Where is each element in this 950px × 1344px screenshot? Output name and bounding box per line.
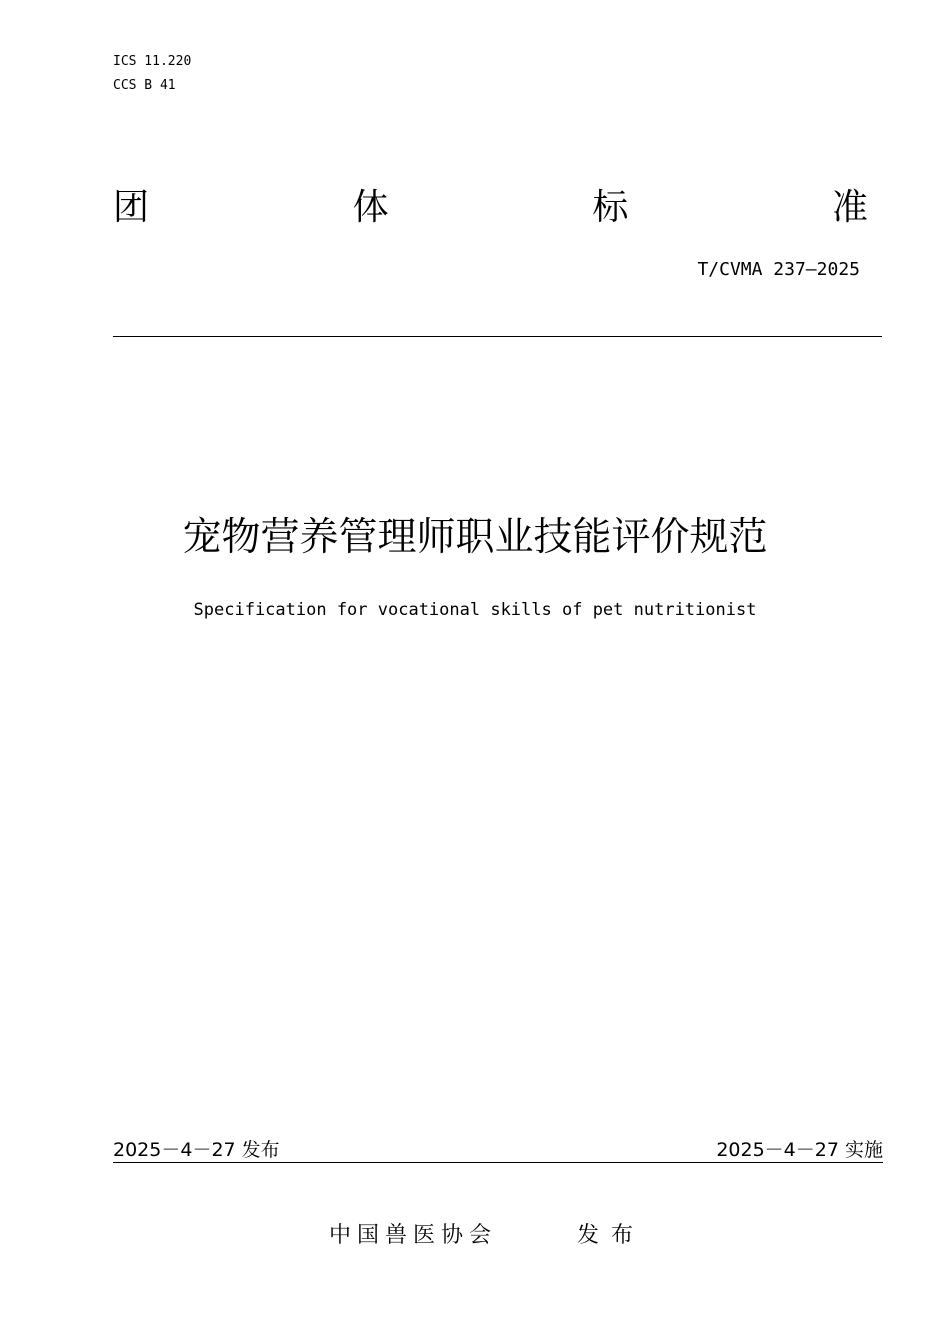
standard-type-char: 团	[113, 187, 150, 228]
ics-code: ICS 11.220	[113, 54, 192, 69]
ccs-code: CCS B 41	[113, 78, 176, 93]
footer-divider	[113, 1162, 883, 1163]
issuer-action: 发布	[577, 1223, 646, 1248]
header-divider	[113, 336, 882, 337]
issuer-name: 中国兽医协会	[329, 1223, 498, 1248]
standard-type-heading	[113, 186, 868, 230]
implementation-date: 2025－4－27 实施	[716, 1139, 883, 1161]
issue-date: 2025－4－27 发布	[113, 1139, 280, 1161]
standard-type-char: 体	[352, 187, 389, 228]
document-title: 宠物营养管理师职业技能评价规范	[182, 515, 768, 560]
standard-number: T/CVMA 237—2025	[697, 259, 860, 280]
standard-type-char: 准	[831, 187, 868, 228]
standard-type-char: 标	[592, 187, 629, 228]
document-subtitle: Specification for vocational skills of pet nutritionist	[193, 600, 757, 620]
classification-codes	[113, 50, 191, 98]
